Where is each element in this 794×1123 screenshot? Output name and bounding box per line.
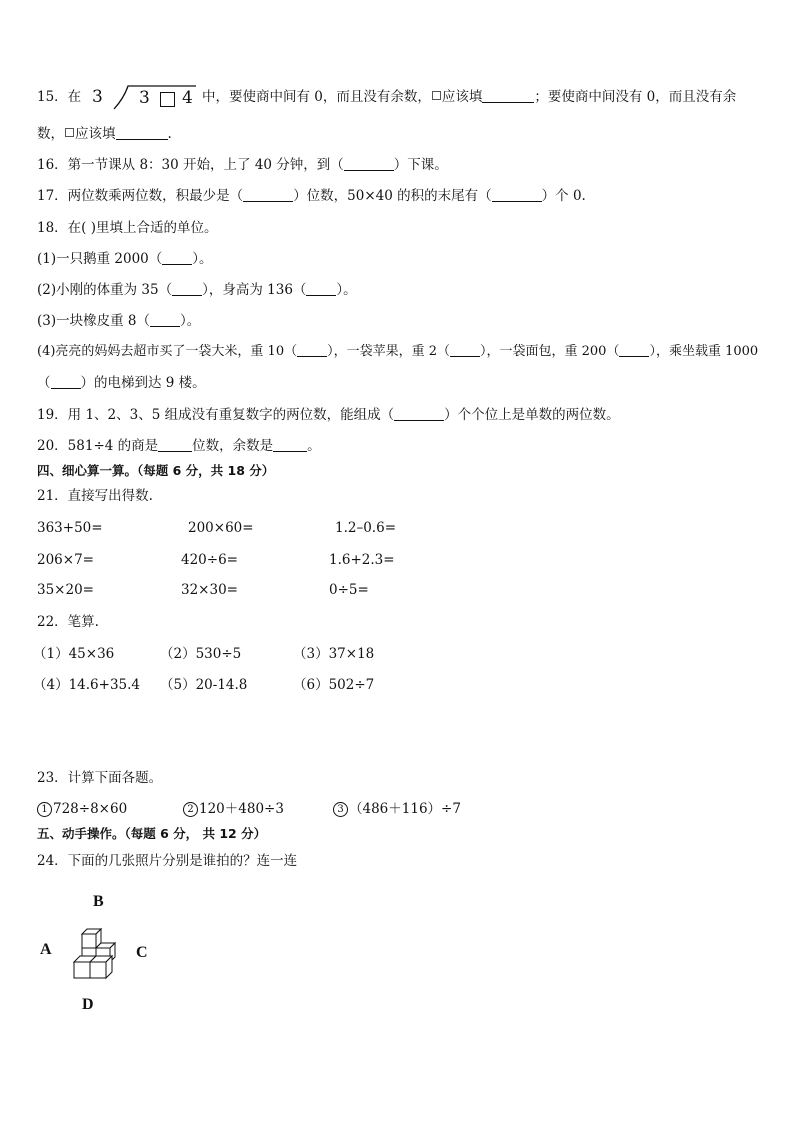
q15-text1: 中，要使商中间有 0，而且没有余数， <box>202 89 431 105</box>
q16-blank[interactable] <box>344 156 394 171</box>
q21-item: 363+50= <box>37 520 103 536</box>
q20-text-c: 。 <box>307 438 321 454</box>
q18-s4e: （ <box>37 375 51 391</box>
dividend-digit-3: 4 <box>182 88 193 108</box>
label-c: C <box>136 944 148 961</box>
long-division-figure <box>90 84 202 110</box>
q23-expr: 728÷8×60 <box>53 801 128 817</box>
label-b: B <box>93 893 104 910</box>
q18-s1a: (1)一只鹅重 2000（ <box>37 251 163 267</box>
q18-s4c: ），一袋面包，重 200（ <box>480 344 620 359</box>
q20-blank-2[interactable] <box>273 437 307 452</box>
q18-s2a: (2)小刚的体重为 35（ <box>37 282 173 298</box>
q23-item <box>333 799 461 819</box>
question-19 <box>37 405 620 425</box>
q23-expr: 120＋480÷3 <box>199 801 284 817</box>
q21-item: 200×60= <box>188 520 254 536</box>
q21-item: 1.6+2.3= <box>329 552 395 568</box>
q22-item: （5）20-14.8 <box>160 677 248 693</box>
q21-item: 420÷6= <box>181 552 238 568</box>
q23-item <box>183 799 284 819</box>
question-17 <box>37 186 586 206</box>
small-box-icon <box>65 128 74 137</box>
label-a: A <box>40 941 52 958</box>
q15-number: 15．在 <box>37 89 82 105</box>
question-23-head: 23．计算下面各题。 <box>37 770 163 786</box>
q18-blank-4[interactable] <box>150 312 180 327</box>
question-24-head: 24．下面的几张照片分别是谁拍的？连一连 <box>37 853 298 869</box>
q22-item: （4）14.6+35.4 <box>33 677 141 693</box>
q18-s4f: ）的电梯到达 9 楼。 <box>80 375 206 391</box>
q21-item: 35×20= <box>37 582 94 598</box>
q20-text-a: 20．581÷4 的商是 <box>37 438 159 454</box>
q15-line2a: 数， <box>37 126 64 142</box>
q16-text-a: 16．第一节课从 8：30 开始，上了 40 分钟，到（ <box>37 157 344 173</box>
q19-text-a: 19．用 1、2、3、5 组成没有重复数字的两位数，能组成（ <box>37 407 395 423</box>
q15-blank-2[interactable] <box>116 125 168 140</box>
q20-blank-1[interactable] <box>158 437 192 452</box>
q22-item: （1）45×36 <box>33 646 115 662</box>
cube-stack-figure <box>70 926 122 982</box>
section-5-heading: 五、动手操作。（每题 6 分， 共 12 分） <box>37 826 267 841</box>
q18-blank-8[interactable] <box>51 374 81 389</box>
label-d: D <box>82 996 94 1013</box>
q18-s3b: ）。 <box>180 313 201 329</box>
q18-sub-4 <box>37 342 758 362</box>
circled-number: 2 <box>183 802 198 817</box>
q18-blank-5[interactable] <box>297 342 327 357</box>
q18-sub-1 <box>37 249 213 269</box>
q18-s2b: ），身高为 136（ <box>202 282 307 298</box>
q21-item: 32×30= <box>181 582 238 598</box>
dividend-digit-1: 3 <box>139 88 150 108</box>
q18-sub-4-line2 <box>37 373 206 393</box>
q15-line2b: 应该填 <box>75 126 116 142</box>
q22-item: （6）502÷7 <box>293 677 375 693</box>
section-4-heading: 四、细心算一算。（每题 6 分，共 18 分） <box>37 463 275 478</box>
circled-number: 3 <box>333 802 348 817</box>
q15-line2c: . <box>167 126 172 142</box>
question-16 <box>37 155 448 175</box>
q18-s4d: ），乘坐载重 1000 <box>649 344 759 359</box>
question-22-head: 22．笔算. <box>37 614 99 630</box>
q18-blank-6[interactable] <box>450 342 480 357</box>
q18-s4a: (4)亮亮的妈妈去超市买了一袋大米，重 10（ <box>37 344 298 359</box>
q17-text-c: ）个 0. <box>541 188 586 204</box>
circled-number: 1 <box>37 802 52 817</box>
q15-text2: 应该填 <box>441 89 483 105</box>
q19-blank[interactable] <box>394 406 444 421</box>
q18-s2c: ）。 <box>336 282 357 298</box>
q18-sub-3 <box>37 311 200 331</box>
q18-blank-2[interactable] <box>172 281 202 296</box>
q18-blank-7[interactable] <box>619 342 649 357</box>
question-21-head: 21．直接写出得数. <box>37 488 153 504</box>
q23-expr: （486＋116）÷7 <box>349 801 461 817</box>
question-15 <box>37 87 81 107</box>
q17-blank-1[interactable] <box>243 187 293 202</box>
q15-line2 <box>37 124 172 144</box>
q17-blank-2[interactable] <box>492 187 542 202</box>
q22-item: （2）530÷5 <box>160 646 242 662</box>
q17-text-b: ）位数，50×40 的积的末尾有（ <box>293 188 492 204</box>
q20-text-b: 位数，余数是 <box>192 438 274 454</box>
q23-item <box>37 799 127 819</box>
q15-blank-1[interactable] <box>482 88 534 103</box>
q18-s3a: (3)一块橡皮重 8（ <box>37 313 151 329</box>
question-20 <box>37 436 321 456</box>
divisor: 3 <box>92 87 103 107</box>
q19-text-b: ）个个位上是单数的两位数。 <box>444 407 620 423</box>
q22-item: （3）37×18 <box>293 646 375 662</box>
q16-text-b: ）下课。 <box>393 157 448 173</box>
q18-s4b: ），一袋苹果，重 2（ <box>327 344 450 359</box>
q18-sub-2 <box>37 280 357 300</box>
question-18-head: 18．在( )里填上合适的单位。 <box>37 220 218 236</box>
q21-item: 0÷5= <box>329 582 369 598</box>
q17-text-a: 17．两位数乘两位数，积最少是（ <box>37 188 244 204</box>
q18-blank-1[interactable] <box>162 250 192 265</box>
q15-text <box>202 87 736 107</box>
missing-digit-box <box>160 92 175 107</box>
q15-text3: ；要使商中间没有 0，而且没有余 <box>534 89 737 105</box>
q21-item: 1.2–0.6= <box>335 520 397 536</box>
small-box-icon <box>432 91 441 100</box>
q18-blank-3[interactable] <box>306 281 336 296</box>
q21-item: 206×7= <box>37 552 94 568</box>
q18-s1b: ）。 <box>192 251 213 267</box>
